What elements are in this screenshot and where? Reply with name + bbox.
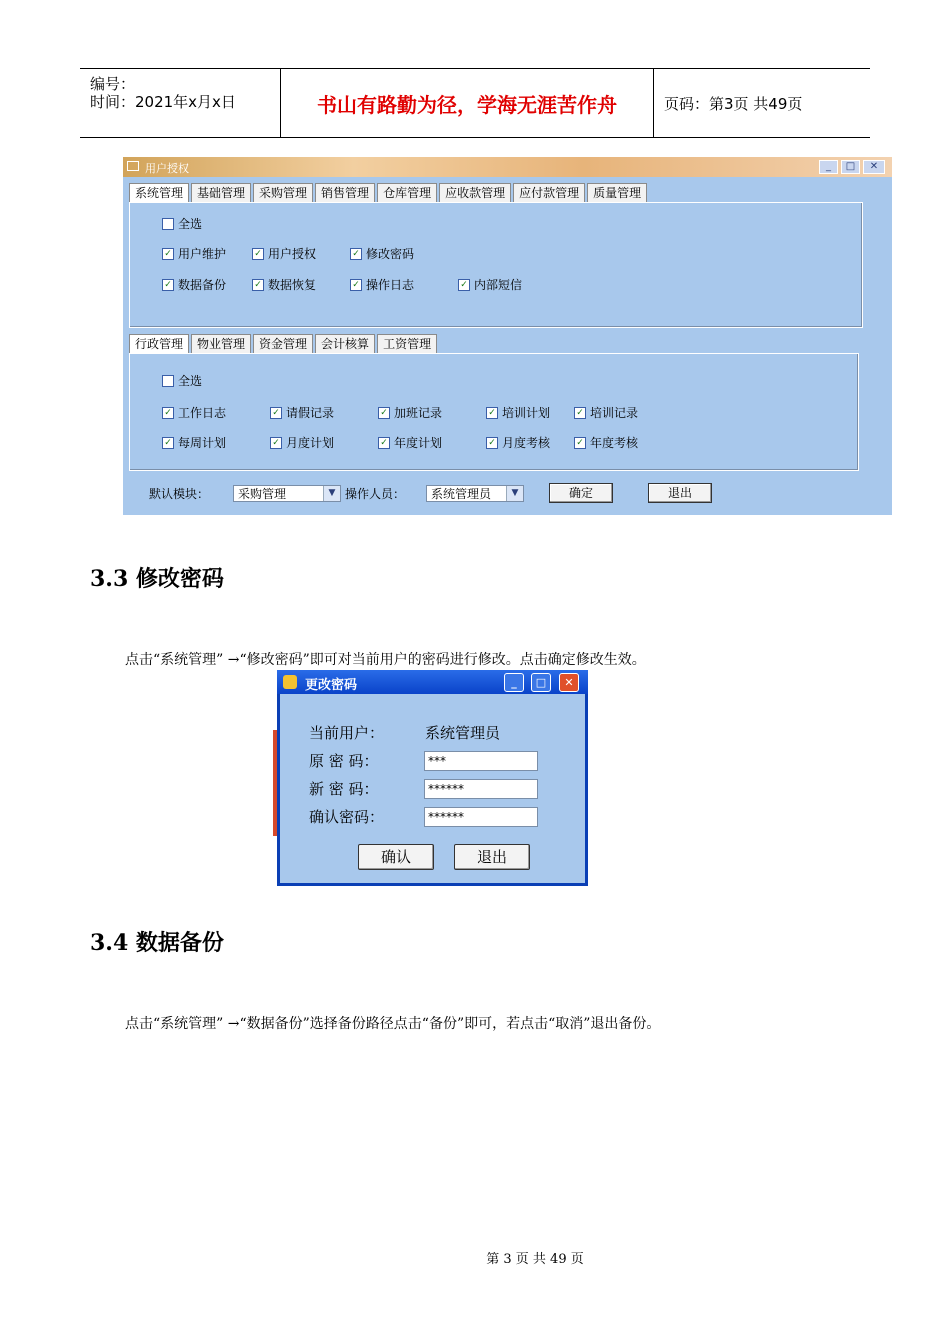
checkbox-operation-log[interactable] (350, 276, 414, 293)
checkbox-label: 内部短信 (474, 278, 523, 292)
ok-button[interactable]: 确定 (549, 483, 613, 503)
operator-label: 操作人员： (345, 487, 406, 501)
new-password-label: 新 密 码： (309, 780, 379, 798)
chevron-down-icon: ▼ (506, 486, 523, 501)
maximize-icon[interactable]: □ (841, 160, 860, 174)
checkbox-checked-icon: ✓ (162, 248, 174, 260)
checkbox-label: 年度考核 (590, 436, 639, 450)
exit-button[interactable]: 退出 (648, 483, 712, 503)
tab-admin[interactable]: 行政管理 (129, 334, 189, 354)
checkbox-leave-record[interactable] (270, 404, 334, 421)
number-label: 编号： (90, 75, 136, 93)
operator-value: 系统管理员 (431, 487, 492, 501)
checkbox-label: 数据恢复 (268, 278, 317, 292)
checkbox-checked-icon: ✓ (162, 437, 174, 449)
window-titlebar (277, 670, 588, 694)
key-icon (283, 675, 297, 689)
confirm-button[interactable]: 确认 (358, 844, 434, 870)
current-user-value: 系统管理员 (425, 724, 501, 742)
tab-property[interactable]: 物业管理 (191, 334, 251, 353)
window-icon (127, 161, 139, 171)
document-header (80, 68, 870, 138)
checkbox-label: 全选 (178, 217, 203, 231)
section-paragraph-change-password: 点击“系统管理” →“修改密码”即可对当前用户的密码进行修改。点击确定修改生效。 (125, 652, 646, 668)
chevron-down-icon: ▼ (323, 486, 340, 501)
minimize-icon[interactable]: _ (819, 160, 838, 174)
section-heading-data-backup: 3.4 数据备份 (90, 930, 224, 956)
header-cell-left (80, 69, 281, 137)
checkbox-checked-icon: ✓ (162, 279, 174, 291)
motto: 书山有路勤为径，学海无涯苦作舟 (317, 92, 617, 117)
top-tab-strip (129, 183, 649, 203)
page-label: 页码：第3页 共49页 (664, 94, 803, 113)
checkbox-annual-plan[interactable] (378, 434, 442, 451)
tab-quality[interactable]: 质量管理 (587, 183, 647, 202)
checkbox-empty-icon (162, 375, 174, 387)
tab-receivable[interactable]: 应收款管理 (439, 183, 511, 202)
close-icon[interactable]: ✕ (559, 673, 579, 692)
checkbox-checked-icon: ✓ (574, 407, 586, 419)
checkbox-checked-icon: ✓ (378, 407, 390, 419)
checkbox-checked-icon: ✓ (486, 437, 498, 449)
checkbox-internal-sms[interactable] (458, 276, 522, 293)
page-footer: 第 3 页 共 49 页 (486, 1252, 584, 1267)
checkbox-checked-icon: ✓ (350, 279, 362, 291)
bottom-tab-panel (129, 353, 859, 471)
checkbox-training-plan[interactable] (486, 404, 550, 421)
tab-accounting[interactable]: 会计核算 (315, 334, 375, 353)
checkbox-checked-icon: ✓ (252, 279, 264, 291)
time-label: 时间：2021年x月x日 (90, 93, 236, 111)
checkbox-empty-icon (162, 218, 174, 230)
checkbox-label: 加班记录 (394, 406, 443, 420)
tab-system[interactable]: 系统管理 (129, 183, 189, 203)
section-heading-change-password: 3.3 修改密码 (90, 566, 224, 592)
current-user-label: 当前用户： (309, 724, 385, 742)
checkbox-overtime-record[interactable] (378, 404, 442, 421)
exit-button[interactable]: 退出 (454, 844, 530, 870)
checkbox-label: 操作日志 (366, 278, 415, 292)
default-module-select[interactable] (233, 485, 341, 502)
checkbox-checked-icon: ✓ (162, 407, 174, 419)
checkbox-user-auth[interactable] (252, 245, 316, 262)
checkbox-annual-review[interactable] (574, 434, 638, 451)
header-cell-right (654, 69, 870, 137)
checkbox-select-all-top[interactable] (162, 215, 202, 232)
checkbox-checked-icon: ✓ (458, 279, 470, 291)
checkbox-checked-icon: ✓ (270, 437, 282, 449)
confirm-password-label: 确认密码： (309, 808, 385, 826)
default-module-value: 采购管理 (238, 487, 287, 501)
checkbox-label: 月度考核 (502, 436, 551, 450)
checkbox-data-backup[interactable] (162, 276, 226, 293)
checkbox-label: 培训记录 (590, 406, 639, 420)
window-body (280, 694, 585, 883)
confirm-password-input[interactable]: ****** (424, 807, 538, 827)
checkbox-checked-icon: ✓ (378, 437, 390, 449)
default-module-label: 默认模块： (149, 487, 210, 501)
section-paragraph-data-backup: 点击“系统管理” →“数据备份”选择备份路径点击“备份”即可，若点击“取消”退出备份。 (125, 1016, 661, 1032)
checkbox-work-log[interactable] (162, 404, 226, 421)
checkbox-checked-icon: ✓ (574, 437, 586, 449)
checkbox-checked-icon: ✓ (252, 248, 264, 260)
checkbox-label: 用户授权 (268, 247, 317, 261)
checkbox-label: 工作日志 (178, 406, 227, 420)
checkbox-label: 培训计划 (502, 406, 551, 420)
new-password-input[interactable]: ****** (424, 779, 538, 799)
window-titlebar (123, 157, 892, 177)
tab-purchase[interactable]: 采购管理 (253, 183, 313, 202)
checkbox-label: 全选 (178, 374, 203, 388)
tab-warehouse[interactable]: 仓库管理 (377, 183, 437, 202)
checkbox-data-restore[interactable] (252, 276, 316, 293)
change-password-window (277, 670, 588, 886)
checkbox-label: 用户维护 (178, 247, 227, 261)
tab-sales[interactable]: 销售管理 (315, 183, 375, 202)
operator-select[interactable] (426, 485, 524, 502)
close-icon[interactable]: ✕ (863, 160, 885, 174)
bottom-tab-strip (129, 334, 439, 354)
tab-funds[interactable]: 资金管理 (253, 334, 313, 353)
checkbox-label: 月度计划 (286, 436, 335, 450)
window-title: 用户授权 (145, 162, 189, 175)
maximize-icon[interactable]: □ (531, 673, 551, 692)
checkbox-checked-icon: ✓ (486, 407, 498, 419)
tab-payable[interactable]: 应付款管理 (513, 183, 585, 202)
old-password-label: 原 密 码： (309, 752, 379, 770)
checkbox-label: 请假记录 (286, 406, 335, 420)
checkbox-monthly-plan[interactable] (270, 434, 334, 451)
checkbox-label: 数据备份 (178, 278, 227, 292)
old-password-input[interactable]: *** (424, 751, 538, 771)
tab-basic[interactable]: 基础管理 (191, 183, 251, 202)
checkbox-label: 每周计划 (178, 436, 227, 450)
checkbox-user-maintain[interactable] (162, 245, 226, 262)
checkbox-select-all-bottom[interactable] (162, 372, 202, 389)
checkbox-weekly-plan[interactable] (162, 434, 226, 451)
minimize-icon[interactable]: _ (504, 673, 524, 692)
top-tab-panel (129, 202, 863, 328)
user-authorization-window (123, 157, 892, 515)
checkbox-checked-icon: ✓ (350, 248, 362, 260)
checkbox-training-record[interactable] (574, 404, 638, 421)
checkbox-label: 年度计划 (394, 436, 443, 450)
checkbox-monthly-review[interactable] (486, 434, 550, 451)
header-cell-center (281, 69, 654, 137)
window-title: 更改密码 (305, 678, 358, 693)
checkbox-checked-icon: ✓ (270, 407, 282, 419)
checkbox-label: 修改密码 (366, 247, 415, 261)
tab-payroll[interactable]: 工资管理 (377, 334, 437, 353)
checkbox-change-password[interactable] (350, 245, 414, 262)
